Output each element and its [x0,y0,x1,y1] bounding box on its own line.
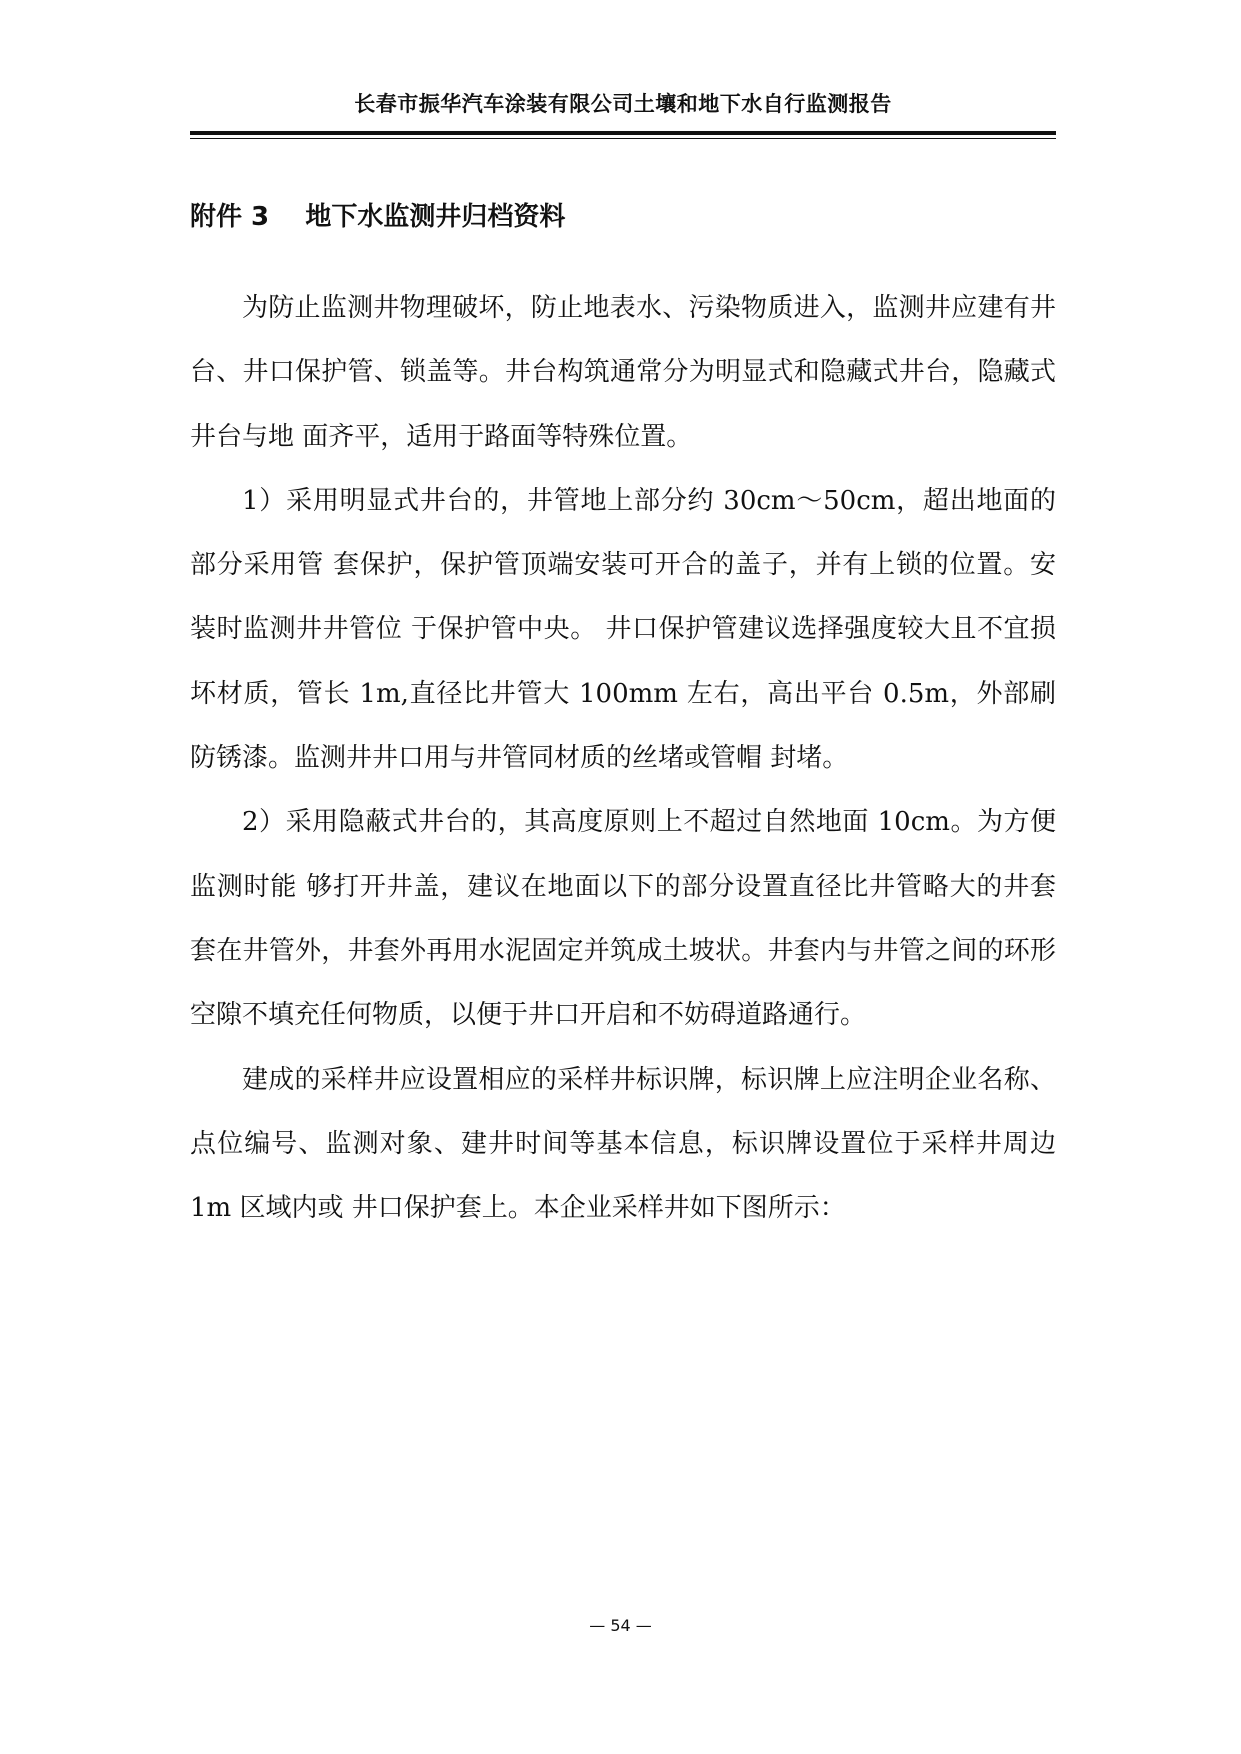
paragraph-intro: 为防止监测井物理破坏，防止地表水、污染物质进入，监测井应建有井台、井口保护管、锁盖等。井台构筑通常分为明显式和隐藏式井台，隐藏式井台与地 面齐平，适用于路面等特殊位置。 [190,293,1056,452]
section-title: 附件 3 地下水监测井归档资料 [190,202,566,232]
header-rule-thin [190,138,1056,139]
header-rule-thick [190,131,1056,135]
page-number: — 54 — [589,1616,652,1635]
paragraph-hidden-wellhead: 2）采用隐蔽式井台的，其高度原则上不超过自然地面 10cm。为方便监测时能 够打开井盖，建议在地面以下的部分设置直径比井管略大的井套套在井管外，井套外再用水泥固定并筑成土坡状。井套内与井管之间的环形空隙不填充任何物质，以便于井口开启和不妨碍道路通行。 [190,807,1056,1031]
body-text [190,276,1056,1240]
paragraph-signage: 建成的采样井应设置相应的采样井标识牌，标识牌上应注明企业名称、点位编号、监测对象、建井时间等基本信息，标识牌设置位于采样井周边 1m 区域内或 井口保护套上。本企业采样井如下图所示： [190,1064,1056,1224]
paragraph-visible-wellhead: 1）采用明显式井台的，井管地上部分约 30cm～50cm，超出地面的部分采用管 套保护，保护管顶端安装可开合的盖子，并有上锁的位置。安装时监测井井管位 于保护管中央。 井口保护管建议选择强度较大且不宜损坏材质，管长 1m,直径比井管大 100mm 左右，高出平台 0.5m，外部刷防锈漆。监测井井口用与井管同材质的丝堵或管帽 封堵。 [190,485,1056,774]
page-header-title: 长春市振华汽车涂装有限公司土壤和地下水自行监测报告 [354,92,892,116]
